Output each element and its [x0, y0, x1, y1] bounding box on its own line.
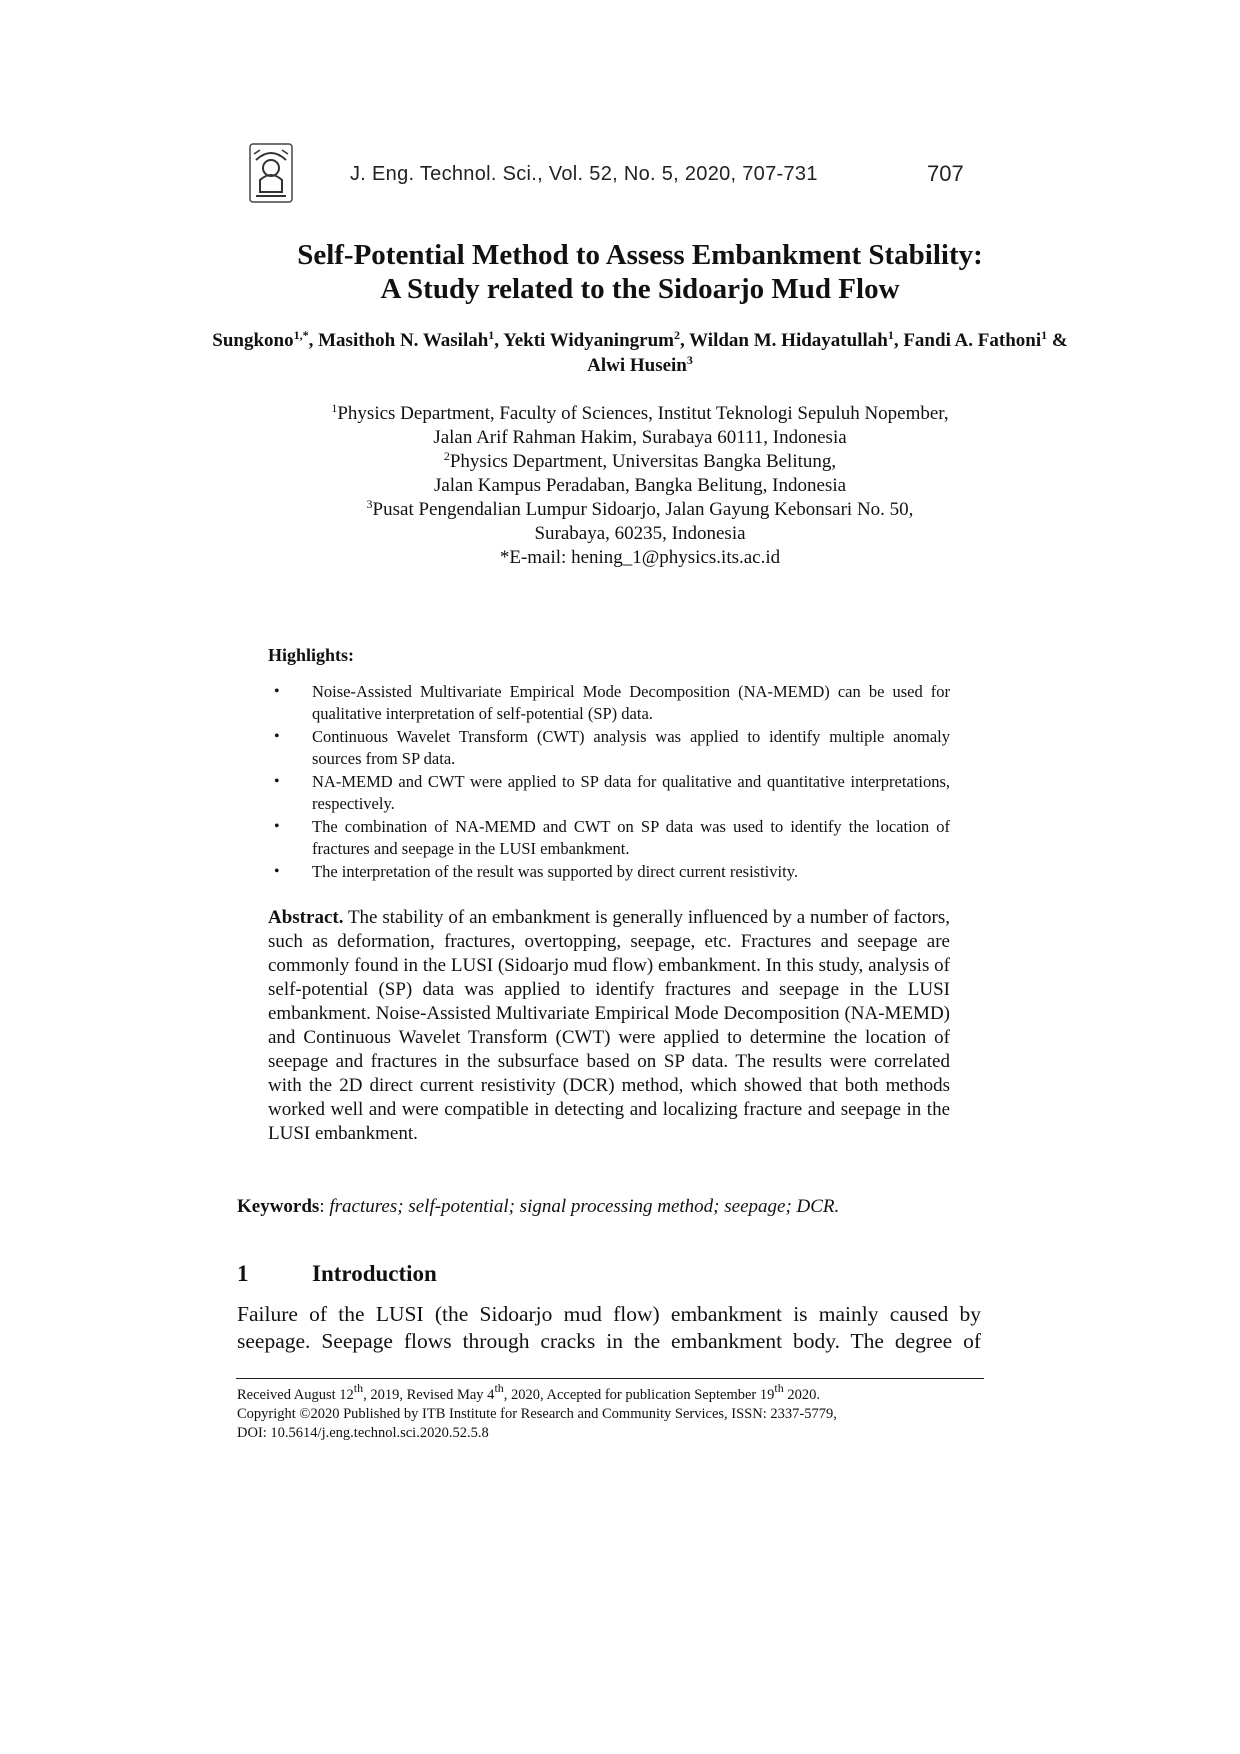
affiliation-3: [200, 498, 1080, 522]
author-list: [200, 328, 1080, 378]
bullet-icon: •: [274, 818, 280, 835]
affil-sup: 2: [443, 448, 450, 463]
affiliation-3-address: Surabaya, 60235, Indonesia: [534, 523, 746, 544]
highlights-heading: Highlights:: [268, 645, 355, 665]
highlight-text: The interpretation of the result was supported by direct current resistivity.: [312, 862, 798, 881]
revised-text: , 2019, Revised May 4: [363, 1387, 495, 1403]
corresponding-email: *E-mail: hening_1@physics.its.ac.id: [499, 547, 781, 568]
author-line-1: [200, 328, 1080, 378]
affiliation-1: [200, 402, 1080, 426]
abstract-label: Abstract.: [268, 907, 344, 928]
bullet-icon: •: [274, 863, 280, 880]
keywords-value: fractures; self-potential; signal processing method; seepage; DCR.: [329, 1196, 840, 1217]
ordinal-sup: th: [774, 1380, 784, 1395]
highlight-text: Noise-Assisted Multivariate Empirical Mode Decomposition (NA-MEMD) can be used for qualitative interpretation of self-potential (SP) data.: [312, 682, 950, 723]
bullet-icon: •: [274, 773, 280, 790]
author-name: Masithoh N. Wasilah: [318, 330, 489, 351]
keywords-label: Keywords: [237, 1196, 320, 1217]
author-name: Fandi A. Fathoni: [903, 330, 1042, 351]
footer-notes: [237, 1380, 997, 1443]
author-affil-sup: 2: [673, 327, 680, 342]
intro-paragraph: Failure of the LUSI (the Sidoarjo mud flow) embankment is mainly caused by seepage. Seepage flows through cracks in the embankment body. The degree of: [237, 1302, 981, 1353]
affil-text: Physics Department, Universitas Bangka Belitung,: [449, 451, 837, 472]
highlight-item: [268, 816, 950, 860]
accepted-text: , 2020, Accepted for publication September 19: [503, 1387, 775, 1403]
keywords: [237, 1196, 839, 1218]
affiliation-2: [200, 450, 1080, 474]
ordinal-sup: th: [353, 1380, 364, 1395]
received-text: Received August 12: [237, 1387, 354, 1403]
affil-text: Physics Department, Faculty of Sciences, Institut Teknologi Sepuluh Nopember,: [337, 403, 949, 424]
author-affil-sup: 1: [488, 327, 495, 342]
highlight-item: [268, 726, 950, 770]
title-line-2: A Study related to the Sidoarjo Mud Flow: [380, 273, 900, 305]
highlight-text: NA-MEMD and CWT were applied to SP data for qualitative and quantitative interpretations, respectively.: [312, 772, 950, 813]
author-name: Alwi Husein: [587, 355, 687, 376]
section-title: Introduction: [312, 1261, 437, 1286]
doi-line: DOI: 10.5614/j.eng.technol.sci.2020.52.5.8: [237, 1425, 489, 1441]
author-sep: ,: [893, 330, 904, 351]
highlights-list: [268, 681, 950, 884]
affil-text: Pusat Pengendalian Lumpur Sidoarjo, Jalan Gayung Kebonsari No. 50,: [372, 499, 914, 520]
bullet-icon: •: [274, 683, 280, 700]
affil-sup: 1: [331, 400, 338, 415]
section-number: 1: [237, 1261, 249, 1286]
author-affil-sup: 3: [686, 352, 693, 367]
affiliation-2-address: Jalan Kampus Peradaban, Bangka Belitung, Indonesia: [433, 475, 847, 496]
author-affil-sup: 1,*: [293, 327, 309, 342]
highlight-item: [268, 681, 950, 725]
bullet-icon: •: [274, 728, 280, 745]
author-sep: ,: [308, 330, 319, 351]
highlight-text: Continuous Wavelet Transform (CWT) analysis was applied to identify multiple anomaly sources from SP data.: [312, 727, 950, 768]
affiliation-1-address: Jalan Arif Rahman Hakim, Surabaya 60111, Indonesia: [433, 427, 847, 448]
paper-title: [200, 238, 1080, 306]
affiliations: [200, 402, 1080, 570]
author-name: Wildan M. Hidayatullah: [689, 330, 888, 351]
title-line-1: Self-Potential Method to Assess Embankment Stability:: [297, 239, 983, 271]
author-affil-sup: 1: [887, 327, 894, 342]
accepted-year: 2020.: [783, 1387, 820, 1403]
highlight-item: [268, 771, 950, 815]
footer-divider: [236, 1378, 984, 1379]
author-name: Sungkono: [212, 330, 294, 351]
abstract: [268, 906, 950, 1146]
copyright-line: Copyright ©2020 Published by ITB Institute for Research and Community Services, ISSN: 2337-5779,: [237, 1406, 837, 1422]
abstract-text: The stability of an embankment is generally influenced by a number of factors, such as deformation, fractures, overtopping, seepage, etc. Fractures and seepage are commonly found in the LUSI (Sidoarjo mud flow) embankment. In this study, analysis of self-potential (SP) data was applied to identify fractures and seepage in the LUSI embankment. Noise-Assisted Multivariate Empirical Mode Decomposition (NA-MEMD) and Continuous Wavelet Transform (CWT) were applied to determine the location of seepage and fractures in the subsurface based on SP data. The results were correlated with the 2D direct current resistivity (DCR) method, which showed that both methods worked well and were compatible in detecting and localizing fracture and seepage in the LUSI embankment.: [268, 907, 950, 1144]
highlight-text: The combination of NA-MEMD and CWT on SP data was used to identify the location of fractures and seepage in the LUSI embankment.: [312, 817, 950, 858]
highlight-item: [268, 861, 950, 883]
author-affil-sup: 1: [1041, 327, 1048, 342]
author-sep: &: [1047, 330, 1068, 351]
author-name: Yekti Widyaningrum: [503, 330, 674, 351]
received-line: [237, 1380, 997, 1405]
page-number: 707: [927, 161, 964, 186]
ordinal-sup: th: [494, 1380, 504, 1395]
author-sep: ,: [494, 330, 504, 351]
itb-seal-icon: [246, 140, 296, 206]
running-head: J. Eng. Technol. Sci., Vol. 52, No. 5, 2020, 707-731: [350, 163, 818, 185]
affil-sup: 3: [366, 496, 373, 511]
keywords-colon: :: [319, 1196, 330, 1217]
author-sep: ,: [679, 330, 690, 351]
